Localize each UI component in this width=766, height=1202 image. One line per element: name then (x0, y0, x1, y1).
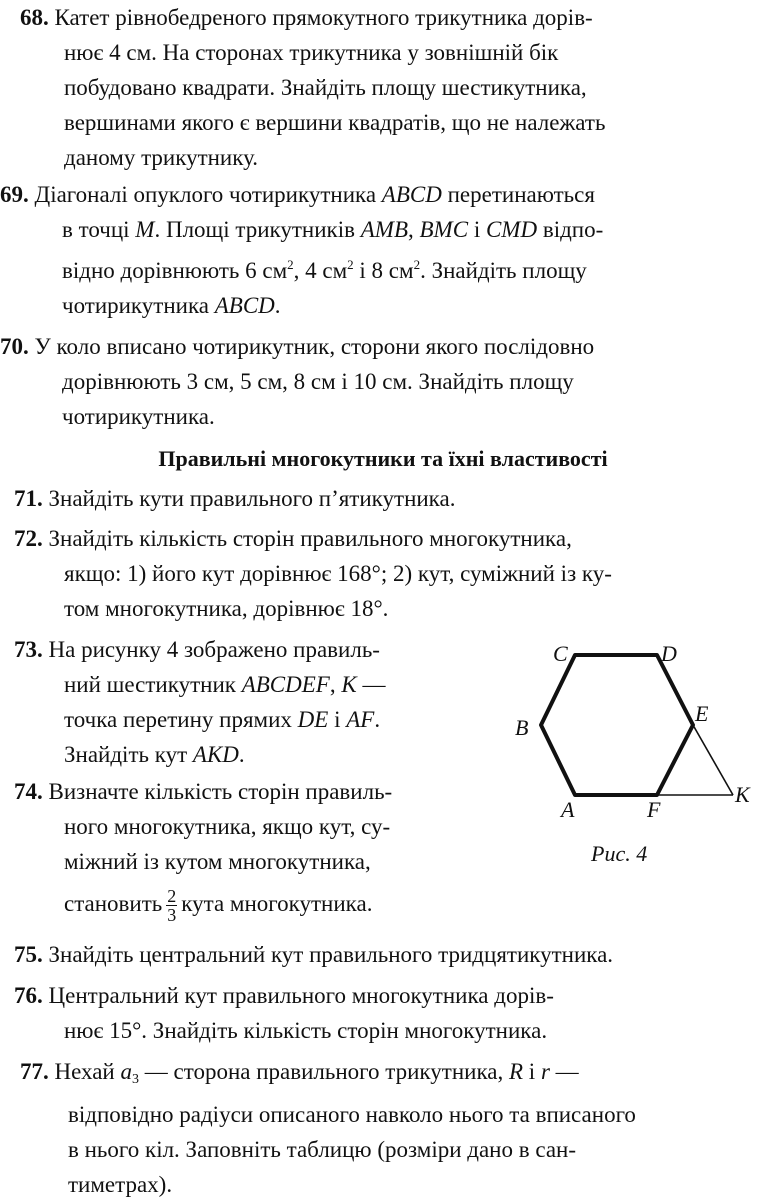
problem-text-line: У коло вписано чотирикутник, сторони якого послідовно (34, 334, 595, 359)
problem-70 (0, 329, 594, 434)
hexagon-abcdef (541, 655, 693, 795)
problem-text: кута многокутника. (181, 891, 373, 916)
problem-text-line: побудовано квадрати. Знайдіть площу шестикутника, (64, 75, 587, 100)
problem-text: відно дорівнюють 6 см (62, 258, 288, 283)
problem-number: 72. (14, 526, 43, 551)
problem-text: в точці (62, 217, 136, 242)
problem-text: — (549, 1059, 579, 1084)
label-d: D (661, 641, 677, 666)
math-af: AF (346, 707, 375, 732)
problem-text: Діагоналі опуклого чотирикутника (34, 182, 382, 207)
label-f: F (647, 797, 661, 822)
problem-text: . Площі трикутників (154, 217, 361, 242)
problem-76 (14, 978, 554, 1048)
superscript: 2 (287, 257, 294, 272)
problem-text: — (356, 672, 386, 697)
fraction-denominator: 3 (167, 905, 177, 926)
math-m: M (135, 217, 155, 242)
problem-text: Знайдіть кут (64, 742, 193, 767)
math-abcd: ABCD (381, 182, 442, 207)
label-c: C (553, 641, 568, 666)
problem-68 (20, 0, 605, 175)
figure-caption: Рис. 4 (591, 841, 648, 866)
subscript: 3 (131, 1072, 139, 1087)
problem-text-line: Катет рівнобедреного прямокутного трикутника дорів- (54, 5, 593, 30)
problem-text-line: На рисунку 4 зображено правиль- (48, 637, 380, 662)
problem-text-line: Знайдіть кількість сторін правильного многокутника, (48, 526, 572, 551)
problem-text-line: тиметрах). (68, 1172, 173, 1197)
problem-text: ний шестикутник (64, 672, 242, 697)
problem-text: . (238, 742, 245, 767)
problem-number: 74. (14, 779, 43, 804)
problem-text: перетинаються (441, 182, 595, 207)
problem-text-line: даному трикутнику. (64, 145, 259, 170)
problem-text: становить (64, 891, 163, 916)
problem-number: 69. (0, 182, 29, 207)
label-a: A (561, 797, 575, 822)
problem-text-line: вершинами якого є вершини квадратів, що не належать (64, 110, 606, 135)
problem-text: і (328, 707, 347, 732)
problem-75 (14, 937, 613, 972)
problem-text-line: міжний із кутом многокутника, (64, 849, 371, 874)
problem-text: , 4 см (293, 258, 348, 283)
problem-77 (20, 1054, 636, 1202)
math-akd: AKD (192, 742, 239, 767)
math-bmc: BMC (419, 217, 469, 242)
problem-text-line: Знайдіть кути правильного п’ятикутника. (48, 486, 456, 511)
problem-text: точка перетину прямих (64, 707, 298, 732)
problem-number: 75. (14, 942, 43, 967)
problem-text: і (523, 1059, 541, 1084)
problem-number: 73. (14, 637, 43, 662)
problem-text-line: дорівнюють 3 см, 5 см, 8 см і 10 см. Знайдіть площу (62, 369, 574, 394)
problem-text-line: том многокутника, дорівнює 18°. (64, 596, 389, 621)
problem-text: Нехай (54, 1059, 121, 1084)
label-e: E (695, 701, 709, 726)
math-de: DE (297, 707, 329, 732)
problem-71 (14, 481, 455, 516)
superscript: 2 (347, 257, 354, 272)
problem-text-line: Знайдіть центральний кут правильного тридцятикутника. (48, 942, 614, 967)
problem-72 (14, 521, 612, 626)
label-b: B (515, 715, 529, 740)
problem-text: . (274, 293, 281, 318)
math-r-upper: R (508, 1059, 524, 1084)
math-k: K (341, 672, 357, 697)
label-k: K (735, 782, 750, 807)
problem-text-line: Центральний кут правильного многокутника дорів- (48, 983, 554, 1008)
math-abcdef: ABCDEF (241, 672, 330, 697)
problem-text: і 8 см (353, 258, 414, 283)
problem-number: 71. (14, 486, 43, 511)
problem-text: . (374, 707, 381, 732)
math-amb: AMB (360, 217, 408, 242)
problem-text: відпо- (537, 217, 604, 242)
problem-text-line: нює 15°. Знайдіть кількість сторін многокутника. (64, 1018, 548, 1043)
problem-text-line: в нього кіл. Заповніть таблицю (розміри дано в сан- (68, 1137, 577, 1162)
problem-text: , (408, 217, 420, 242)
problem-text: і (468, 217, 486, 242)
problem-text: чотирикутника (62, 293, 215, 318)
problem-number: 76. (14, 983, 43, 1008)
problem-text: , (329, 672, 342, 697)
hexagon-figure (505, 635, 766, 870)
math-r-lower: r (540, 1059, 550, 1084)
section-title: Правильні многокутники та їхні властивості (158, 446, 608, 471)
problem-text: . Знайдіть площу (420, 258, 587, 283)
problem-text-line: Визначте кількість сторін правиль- (48, 779, 393, 804)
problem-number: 77. (20, 1059, 49, 1084)
problem-73 (14, 632, 385, 772)
superscript: 2 (413, 257, 421, 272)
problem-74 (14, 774, 392, 929)
problem-text-line: нює 4 см. На сторонах трикутника у зовнішній бік (64, 40, 559, 65)
problem-text-line: ного многокутника, якщо кут, су- (64, 814, 391, 839)
math-abcd: ABCD (214, 293, 275, 318)
problem-text-line: відповідно радіуси описаного навколо нього та вписаного (68, 1102, 636, 1127)
fraction-numerator: 2 (167, 886, 177, 907)
problem-text-line: якщо: 1) його кут дорівнює 168°; 2) кут, суміжний із ку- (64, 561, 612, 586)
problem-text-line: чотирикутника. (62, 404, 215, 429)
line-ek (693, 725, 733, 795)
problem-number: 68. (20, 5, 49, 30)
problem-69 (0, 177, 603, 323)
math-a: a (120, 1059, 132, 1084)
problem-number: 70. (0, 334, 29, 359)
fraction (166, 887, 177, 924)
problem-text: — сторона правильного трикутника, (138, 1059, 509, 1084)
math-cmd: CMD (485, 217, 538, 242)
